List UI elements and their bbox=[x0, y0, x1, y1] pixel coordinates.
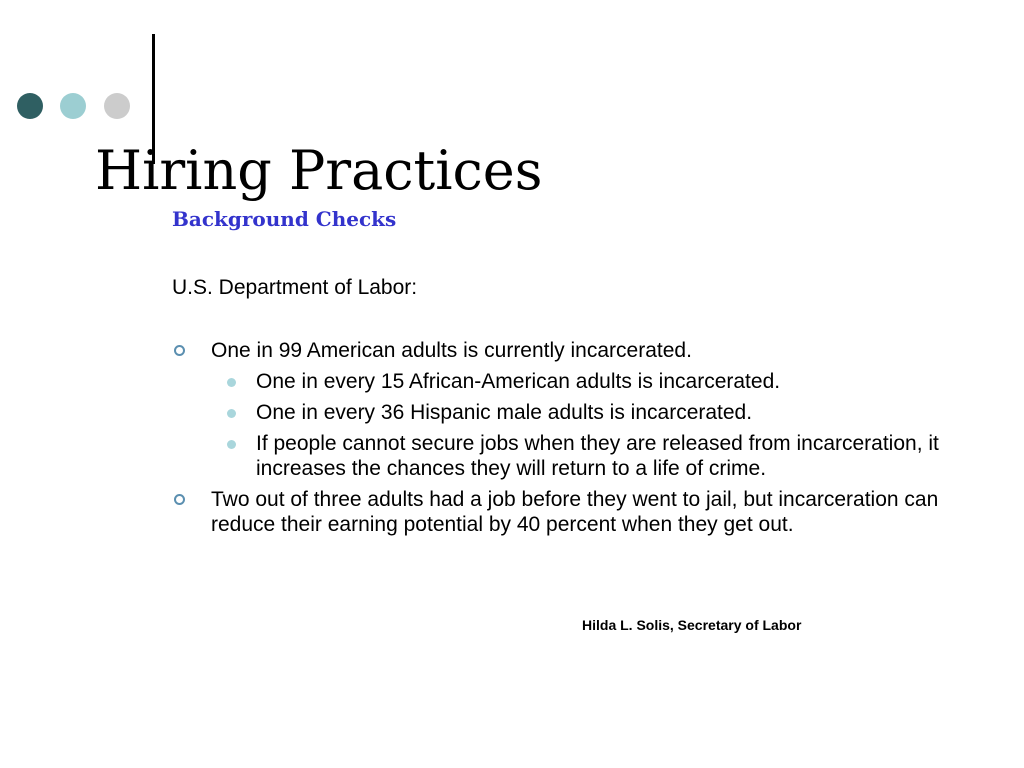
slide-title: Hiring Practices bbox=[95, 139, 543, 202]
bullet-list bbox=[172, 338, 942, 543]
source-intro: U.S. Department of Labor: bbox=[172, 276, 418, 299]
quote-attribution: Hilda L. Solis, Secretary of Labor bbox=[582, 617, 802, 633]
gray-dot-icon bbox=[104, 93, 130, 119]
sub-bullet-text: One in every 36 Hispanic male adults is incarcerated. bbox=[256, 401, 753, 424]
light-teal-dot-icon bbox=[60, 93, 86, 119]
sub-bullet-text: If people cannot secure jobs when they are released from incarceration, it increases the chances they will return to a life of crime. bbox=[256, 432, 939, 480]
bullet-text: Two out of three adults had a job before they went to jail, but incarceration can reduce their earning potential by 40 percent when they get out. bbox=[211, 488, 939, 536]
dark-teal-dot-icon bbox=[17, 93, 43, 119]
sub-bullet-text: One in every 15 African-American adults is incarcerated. bbox=[256, 370, 781, 393]
ring-bullet-icon bbox=[174, 494, 185, 505]
sub-bullet-item bbox=[217, 431, 942, 481]
dot-bullet-icon bbox=[227, 378, 236, 387]
dot-bullet-icon bbox=[227, 409, 236, 418]
slide-subtitle: Background Checks bbox=[172, 207, 397, 231]
dot-bullet-icon bbox=[227, 440, 236, 449]
bullet-item bbox=[172, 338, 942, 363]
bullet-text: One in 99 American adults is currently incarcerated. bbox=[211, 339, 692, 362]
ring-bullet-icon bbox=[174, 345, 185, 356]
sub-bullet-item bbox=[217, 369, 942, 394]
sub-bullet-list bbox=[172, 369, 942, 481]
bullet-item bbox=[172, 487, 942, 537]
sub-bullet-item bbox=[217, 400, 942, 425]
